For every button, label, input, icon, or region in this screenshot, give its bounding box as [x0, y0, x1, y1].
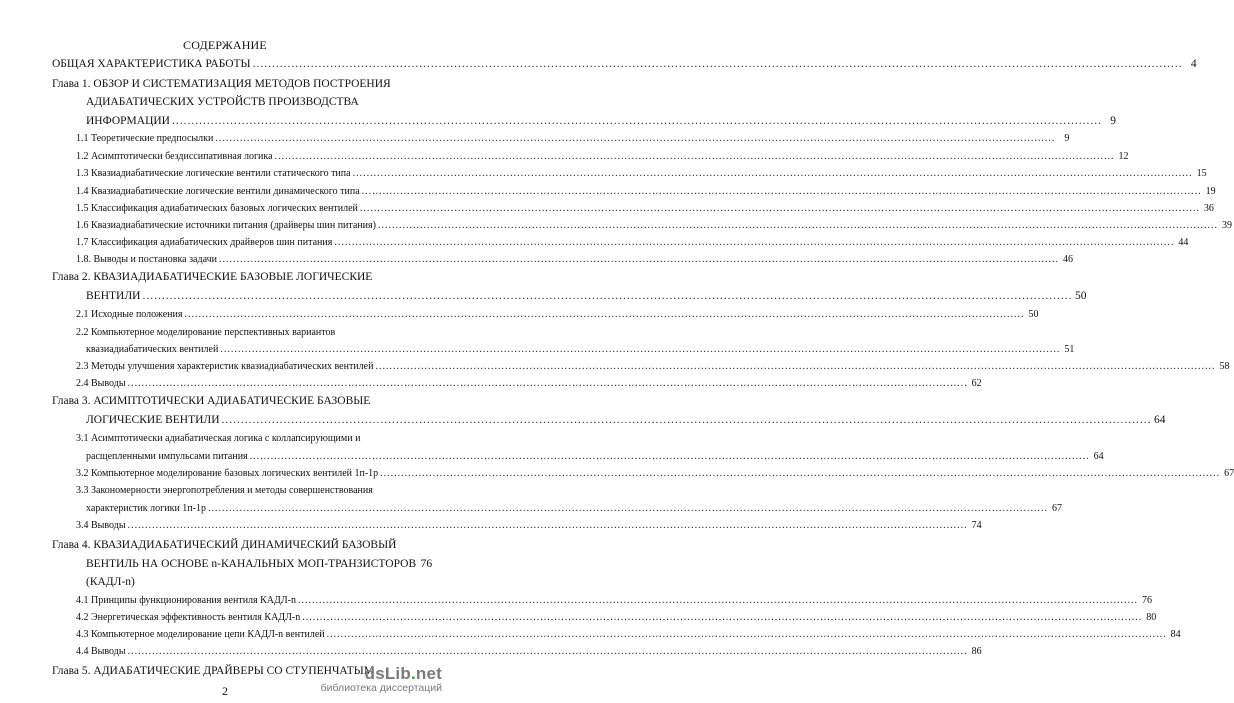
- toc-entry-general[interactable]: [52, 58, 1197, 70]
- toc-entry-2-3[interactable]: 2.3 Методы улучшения характеристик квазиадиабатических вентилей ..... 58: [76, 361, 404, 372]
- toc-entry-4-1[interactable]: 4.1 Принципы функционирования вентиля КАДЛ-n ..... 76: [76, 595, 404, 606]
- leader-dots: [128, 646, 968, 657]
- leader-dots: [172, 115, 1102, 127]
- toc-entry-2-4[interactable]: 2.4 Выводы ..... 62: [76, 378, 404, 389]
- toc-entry-text: ОБЩАЯ ХАРАКТЕРИСТИКА РАБОТЫ: [52, 58, 251, 70]
- toc-entry-chapter-3[interactable]: Глава 3. АСИМПТОТИЧЕСКИ АДИАБАТИЧЕСКИЕ БАЗОВЫЕ: [52, 395, 371, 407]
- page-number: 2: [222, 684, 228, 698]
- toc-entry-4-4[interactable]: [76, 646, 982, 657]
- toc-entry-chapter-2[interactable]: Глава 2. КВАЗИАДИАБАТИЧЕСКИЕ БАЗОВЫЕ ЛОГИЧЕСКИЕ: [52, 271, 373, 283]
- toc-entry-2-1[interactable]: 2.1 Исходные положения ..... 50: [76, 309, 404, 320]
- toc-entry-chapter-1-cont: АДИАБАТИЧЕСКИХ УСТРОЙСТВ ПРОИЗВОДСТВА: [86, 96, 359, 108]
- toc-entry-text: Глава 5. АДИАБАТИЧЕСКИЕ ДРАЙВЕРЫ СО СТУПЕНЧАТЫМ: [52, 665, 375, 677]
- toc-entry-1-1[interactable]: 1.1 Теоретические предпосылки ..... 9: [76, 133, 404, 144]
- toc-entry-3-4[interactable]: 3.4 Выводы ..... 74: [76, 520, 404, 531]
- toc-entry-3-1-cont[interactable]: расщепленными импульсами питания ..... 64: [86, 451, 404, 462]
- toc-entry-1-2[interactable]: 1.2 Асимптотически бездиссипативная логика ..... 12: [76, 151, 404, 162]
- toc-entry-chapter-4[interactable]: Глава 4. КВАЗИАДИАБАТИЧЕСКИЙ ДИНАМИЧЕСКИЙ БАЗОВЫЙ: [52, 539, 397, 551]
- toc-entry-text: 4.4 Выводы: [76, 646, 126, 657]
- toc-page-number: 86: [971, 646, 982, 657]
- toc-entry-1-4[interactable]: 1.4 Квазиадиабатические логические вентили динамического типа ..... 19: [76, 186, 404, 197]
- toc-entry-1-7[interactable]: 1.7 Классификация адиабатических драйверов шин питания ..... 44: [76, 237, 404, 248]
- toc-entry-chapter-4-cont[interactable]: ВЕНТИЛЬ НА ОСНОВЕ n-КАНАЛЬНЫХ МОП-ТРАНЗИСТОРОВ 76: [86, 558, 433, 570]
- toc-entry-1-6[interactable]: 1.6 Квазиадиабатические источники питания (драйверы шин питания) ..... 39: [76, 220, 404, 231]
- toc-entry-2-2-cont[interactable]: квазиадиабатических вентилей ..... 51: [86, 344, 404, 355]
- toc-entry-chapter-1[interactable]: [52, 78, 404, 90]
- toc-page-number: 4: [1190, 58, 1197, 70]
- toc-entry-chapter-3-end[interactable]: ЛОГИЧЕСКИЕ ВЕНТИЛИ ..... 64: [86, 414, 404, 426]
- toc-entry-1-3[interactable]: 1.3 Квазиадиабатические логические вентили статического типа ..... 15: [76, 168, 404, 179]
- toc-entry-chapter-4-end: (КАДЛ-n): [86, 576, 135, 588]
- toc-entry-text: Глава 1. ОБЗОР И СИСТЕМАТИЗАЦИЯ МЕТОДОВ ПОСТРОЕНИЯ: [52, 78, 391, 90]
- toc-entry-2-2[interactable]: 2.2 Компьютерное моделирование перспективных вариантов: [76, 327, 336, 338]
- toc-entry-4-3[interactable]: 4.3 Компьютерное моделирование цепи КАДЛ-n вентилей ..... 84: [76, 629, 404, 640]
- dslib-subtitle: библиотека диссертаций: [320, 682, 442, 694]
- toc-entry-1-8[interactable]: 1.8. Выводы и постановка задачи ..... 46: [76, 254, 404, 265]
- leader-dots: [253, 58, 1183, 70]
- toc-entry-3-3[interactable]: 3.3 Закономерности энергопотребления и методы совершенствования: [76, 485, 373, 496]
- dslib-logo: dsLib.net: [364, 664, 442, 683]
- toc-entry-3-3-cont[interactable]: характеристик логики 1п-1р ..... 67: [86, 503, 404, 514]
- toc-entry-1-5[interactable]: 1.5 Классификация адиабатических базовых логических вентилей ..... 36: [76, 203, 404, 214]
- toc-page-number: 9: [1110, 115, 1116, 127]
- page-title: СОДЕРЖАНИЕ: [183, 38, 267, 52]
- toc-entry-3-2[interactable]: 3.2 Компьютерное моделирование базовых логических вентилей 1п-1р ..... 67: [76, 468, 404, 479]
- toc-entry-4-2[interactable]: 4.2 Энергетическая эффективность вентиля КАДЛ-n ..... 80: [76, 612, 404, 623]
- toc-entry-chapter-1-end[interactable]: ИНФОРМАЦИИ ..... 9: [86, 115, 404, 127]
- toc-entry-chapter-2-end[interactable]: ВЕНТИЛИ ..... 50: [86, 290, 404, 302]
- toc-entry-3-1[interactable]: 3.1 Асимптотически адиабатическая логика с коллапсирующими и: [76, 433, 361, 444]
